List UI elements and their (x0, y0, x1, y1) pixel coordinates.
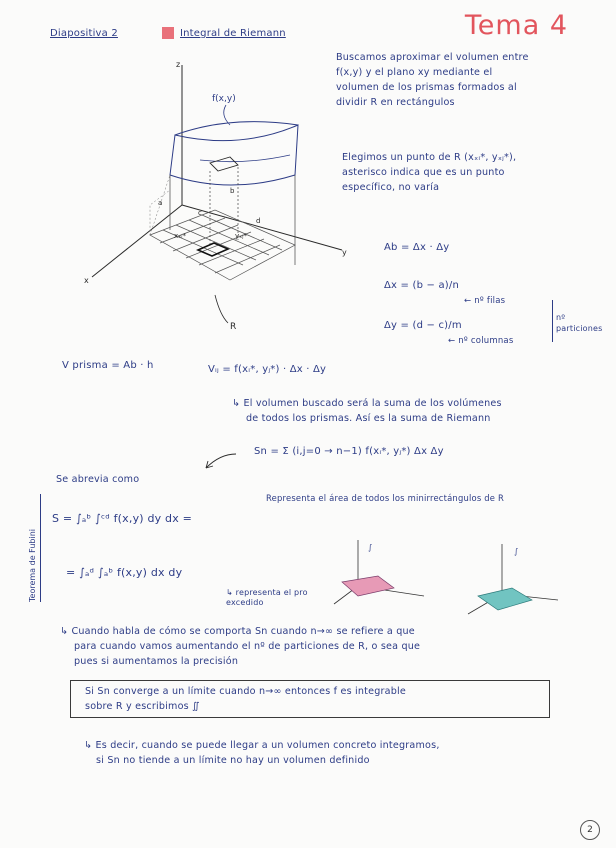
x-axis-label: x (84, 276, 89, 285)
surface-top-edge (175, 122, 298, 135)
label-d: d (256, 217, 261, 225)
intro-text (336, 50, 529, 110)
point-line: asterisco indica que es un punto (342, 167, 505, 178)
curved-arrow-icon (200, 450, 240, 474)
label-c: c (198, 209, 202, 217)
red-marker-square (162, 27, 174, 39)
prism-volume-label: V prisma = Ab · h (62, 360, 154, 371)
integral-eq1: S = ∫ₐᵇ ∫ᶜᵈ f(x,y) dy dx = (52, 512, 193, 525)
surface-curve (200, 155, 290, 162)
riemann-3d-diagram (80, 55, 350, 345)
explanation-line: para cuando vamos aumentando el nº de particiones de R, o sea que (74, 641, 421, 652)
box-line: sobre R y escribimos ∬ (85, 701, 200, 712)
brace-line (552, 300, 555, 342)
sum-note: Representa el área de todos los minirrectángulos de R (266, 493, 504, 503)
point-line: Elegimos un punto de R (xₓᵢ*, yₓⱼ*), (342, 152, 517, 163)
surface-patch (210, 157, 238, 171)
explanation-line: pues si aumentamos la precisión (74, 656, 239, 667)
surface-outline (170, 125, 298, 185)
pink-region-sketch (328, 536, 428, 608)
area-formula: Ab = Δx · Δy (384, 242, 450, 253)
sum-explanation (232, 396, 502, 426)
page-title: Integral de Riemann (180, 28, 286, 39)
riemann-sum-formula: Sn = Σ (i,j=0 → n−1) f(xᵢ*, yⱼ*) Δx Δy (254, 446, 444, 457)
label-yj: yₓⱼ* (235, 232, 247, 240)
prism-volume-formula: Vᵢⱼ = f(xᵢ*, yⱼ*) · Δx · Δy (208, 364, 327, 375)
label-a: a (158, 199, 163, 207)
label-xi: xₓᵢ* (174, 232, 187, 240)
x-axis (92, 205, 182, 277)
sum-line: de todos los prismas. Así es la suma de Riemann (246, 413, 491, 424)
fubini-text: Teorema de Fubini (28, 529, 37, 602)
svg-text:∫: ∫ (368, 543, 373, 552)
function-arrow (224, 105, 230, 125)
intro-line: f(x,y) y el plano xy mediante el (336, 67, 493, 78)
region-arrow (215, 295, 228, 323)
intro-line: volumen de los prismas formados al (336, 82, 517, 93)
region-grid (150, 210, 295, 280)
label-b: b (230, 187, 235, 195)
limit-explanation (60, 624, 420, 669)
closing-line: ↳ Es decir, cuando se puede llegar a un volumen concreto integramos, (84, 740, 440, 751)
function-label: f(x,y) (212, 94, 236, 104)
explanation-line: ↳ Cuando habla de cómo se comporta Sn cuando n→∞ se refiere a que (60, 626, 415, 637)
abbrev-label: Se abrevia como (56, 474, 140, 485)
section-label: Diapositiva 2 (50, 28, 118, 39)
intro-line: dividir R en rectángulos (336, 97, 455, 108)
partitions-note: nº particiones (556, 313, 603, 333)
topic-title: Tema 4 (464, 10, 568, 41)
fubini-bracket (40, 494, 43, 602)
selected-cell (198, 243, 228, 256)
dx-formula: Δx = (b − a)/n (384, 280, 460, 291)
sum-line: ↳ El volumen buscado será la suma de los volúmenes (232, 398, 502, 409)
closing-text (84, 738, 440, 768)
closing-line: si Sn no tiende a un límite no hay un volumen definido (96, 755, 370, 766)
dy-note: ← nº columnas (448, 336, 514, 346)
intro-line: Buscamos aproximar el volumen entre (336, 52, 529, 63)
dx-note: ← nº filas (464, 296, 506, 306)
integral-eq2: = ∫ₐᵈ ∫ₐᵇ f(x,y) dx dy (66, 566, 183, 579)
integrability-box (70, 680, 550, 718)
dy-formula: Δy = (d − c)/m (384, 320, 462, 331)
point-choice-text (342, 150, 516, 195)
box-line: Si Sn converge a un límite cuando n→∞ entonces f es integrable (85, 686, 407, 697)
z-axis-label: z (176, 60, 181, 69)
page-number: 2 (580, 820, 600, 840)
svg-text:∫: ∫ (514, 547, 519, 556)
y-axis-label: y (342, 248, 347, 257)
integral-note: ↳ representa el pro excedido (226, 588, 308, 607)
point-line: específico, no varía (342, 182, 440, 193)
region-label: R (230, 322, 237, 332)
teal-region-sketch (462, 540, 562, 616)
fubini-vertical-label (24, 490, 40, 605)
